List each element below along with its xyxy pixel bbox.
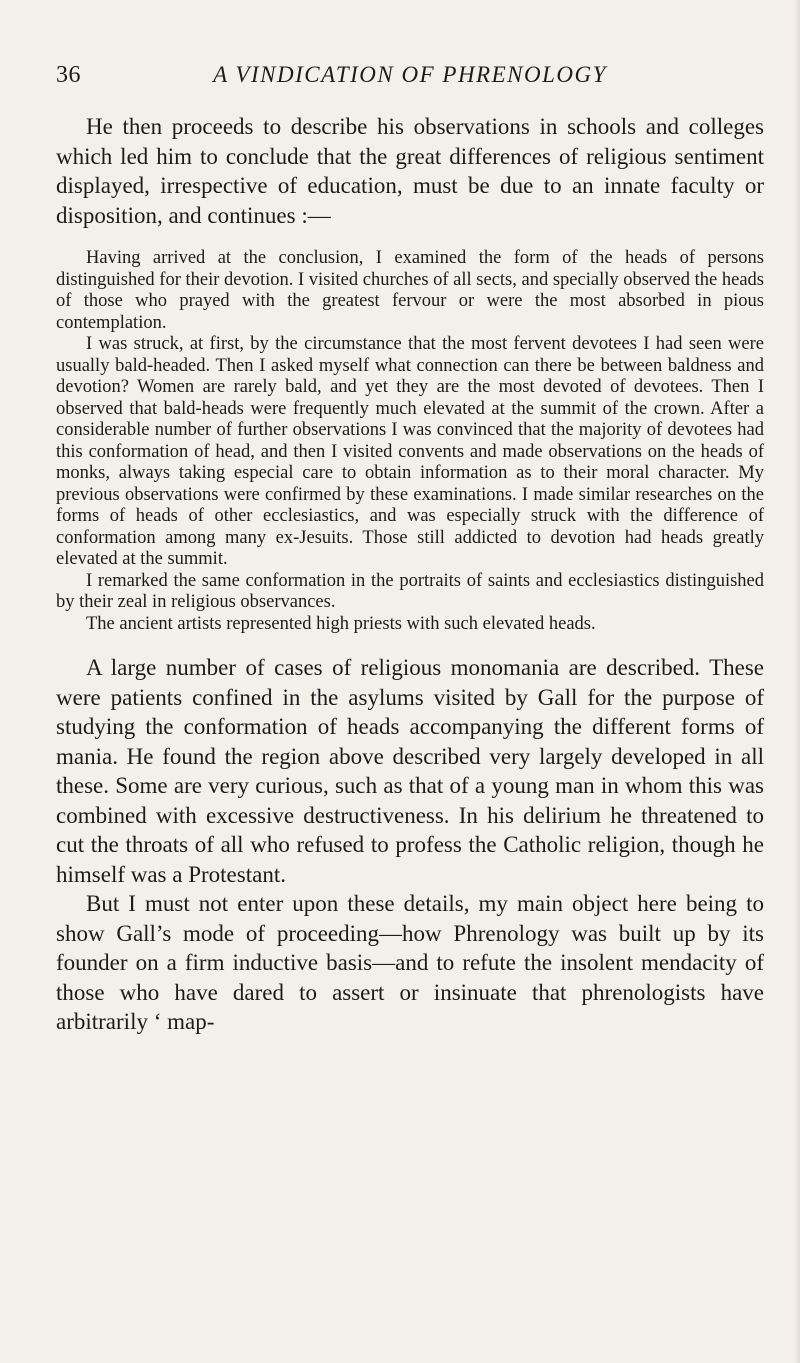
block-quote: [56, 248, 764, 635]
intro-section: [56, 112, 764, 230]
quote-paragraph-4: The ancient artists represented high priests with such elevated heads.: [86, 613, 596, 634]
body-section: [56, 653, 764, 1037]
quote-paragraph-3: I remarked the same conformation in the portraits of saints and ecclesiastics distinguished by their zeal in religious observances.: [56, 570, 764, 612]
page-header: [56, 60, 764, 94]
page-number: 36: [56, 62, 81, 88]
running-title: A VINDICATION OF PHRENOLOGY: [213, 62, 607, 87]
book-page: [56, 60, 764, 1037]
page-edge-shadow: [794, 0, 800, 1363]
quote-paragraph-1: Having arrived at the conclusion, I examined the form of the heads of persons distinguished for their devotion. I visited churches of all sects, and specially observed the heads of those who prayed with the greatest fervour or were the most absorbed in pious contemplation.: [56, 248, 764, 333]
body-paragraph-1: A large number of cases of religious monomania are described. These were patients confined in the asylums visited by Gall for the purpose of studying the conformation of heads accompanying the different forms of mania. He found the region above described very largely developed in all these. Some are very curious, such as that of a young man in whom this was combined with excessive destructiveness. In his delirium he threatened to cut the throats of all who refused to profess the Catholic religion, though he himself was a Protestant.: [56, 655, 764, 887]
quote-paragraph-2: I was struck, at first, by the circumstance that the most fervent devotees I had seen were usually bald-headed. Then I asked myself what connection can there be between baldness and devotion? Women are rarely bald, and yet they are the most devoted of devotees. Then I observed that bald-heads were frequently much elevated at the summit of the crown. After a considerable number of further observations I was convinced that the majority of devotees had this conformation of head, and then I visited convents and made observations on the heads of monks, always taking especial care to obtain information as to their moral character. My previous observations were confirmed by these examinations. I made similar researches on the forms of heads of other ecclesiastics, and was especially struck with the difference of conformation among many ex-Jesuits. Those still addicted to devotion had heads greatly elevated at the summit.: [56, 334, 764, 569]
body-paragraph-2: But I must not enter upon these details, my main object here being to show Gall’s mode of proceeding—how Phrenology was built up by its founder on a firm inductive basis—and to refute the insolent mendacity of those who have dared to assert or insinuate that phrenologists have arbitrarily ‘ map-: [56, 891, 764, 1034]
intro-paragraph: He then proceeds to describe his observations in schools and colleges which led him to conclude that the great differences of religious sentiment displayed, irrespective of education, must be due to an innate faculty or disposition, and continues :—: [56, 114, 764, 228]
